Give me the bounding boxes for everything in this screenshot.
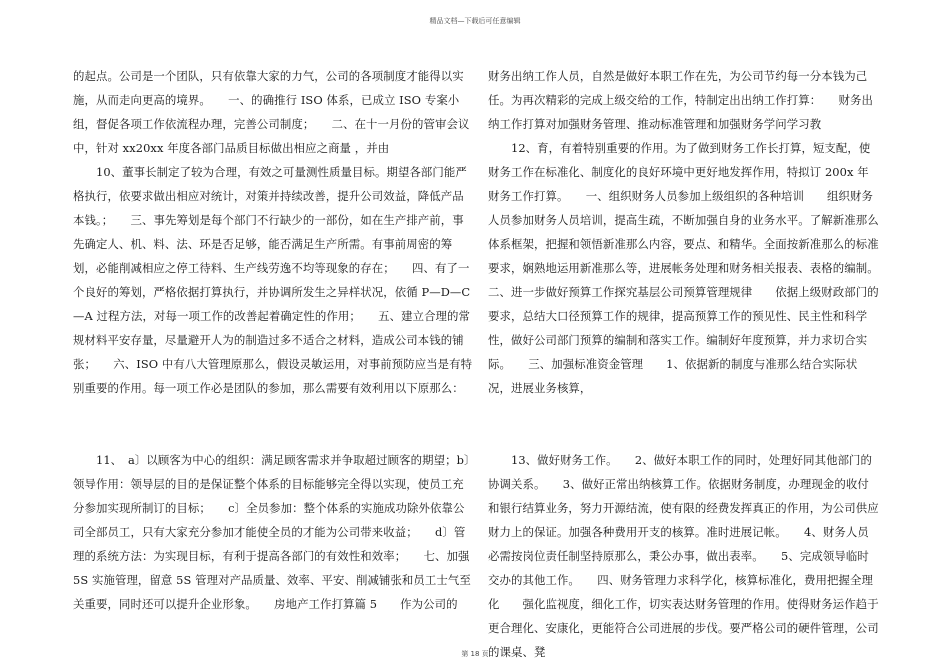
left-paragraph-1: 的起点。公司是一个团队，只有依靠大家的力气，公司的各项制度才能得以实施，从而走向更高的境界。 一、的确推行 ISO 体系，已成立 ISO 专案小组，督促各项工作依流程办理，完善公司制度； 二、在十一月份的管审会议中，针对 xx20xx 年度各部门品质目标做出相应之商量 ，并由 — [73, 69, 470, 155]
page-header: 精品文档—下载后可任意编辑 — [429, 17, 521, 25]
right-paragraph-2: 12、育，有着特别重要的作用。为了做到财务工作长打算，短支配，使财务工作在标准化、制度化的良好环境中更好地发挥作用，特拟订 200x 年财务工作打算。 一、组织财务人员参加上级组织的各种培训 组织财务人员参加财务人员培训，提高生疏，不断加强自身的业务水平。了解新准那么体系框架，把握和领悟新准那么内容，要点、和精华。全面按新准那么的标准要求，娴熟地运用新准那么等，进展帐务处理和财务相关报表、表格的编制。 二、进一步做好预算工作探究基层公司预算管理规律 依据上级财政部门的要求，总结大口径预算工作的规律，提高预算工作的预见性、民主性和科学性，做好公司部门预算的编制和落实工作。编制好年度预算，并力求切合实际。 三、加强标准资金管理 1、依据新的制度与准那么结合实际状况，进展业务核算， — [488, 141, 896, 395]
left-paragraph-2: 10、董事长制定了较为合理，有效之可量测性质量目标。期望各部门能严格执行，依要求做出相应对统计，对策并持续改善，提升公司效益，降低产品本钱。； 三、事先筹划是每个部门不行缺少的一部份，如在生产排产前，事先确定人、机、料、法、环是否足够，能否满足生产所需。有事前周密的筹划，必能削减相应之停工待料、生产线劳逸不均等现象的存在； 四、有了一个良好的筹划，严格依据打算执行，并协调所发生之异样状况，依循 P—D—C—A 过程方法，对每一项工作的改善起着确定性的作用； 五、建立合理的常规材料平安存量，尽量避开人为的制造过多不适合之材料，造成公司本钱的铺张； 六、ISO 中有八大管理原那么，假设灵敏运用，对事前预防应当是有特别重要的作用。每一项工作必是团队的参加，那么需要有效利用以下原那么： — [73, 165, 473, 395]
paragraph-spacer — [488, 400, 880, 448]
left-column — [73, 64, 473, 616]
right-column — [488, 64, 896, 664]
left-paragraph-3: 11、 a〕以顾客为中心的组织：满足顾客需求并争取超过顾客的期望；b〕领导作用：领导层的目的是保证整个体系的目标能够完全得以实现，使员工充分参加实现所制订的目标； c〕全员参加：整个体系的实施成功除外依靠公司全部员工，只有大家充分参加才能使全员的才能为公司带来收益； d〕管理的系统方法：为实现目标，有利于提高各部门的有效性和效率； 七、加强 5S 实施管理，留意 5S 管理对产品质量、效率、平安、削减铺张和员工士气至关重要，同时还可以提升企业形象。 房地产工作打算篇 5 作为公司的 — [73, 453, 471, 611]
paragraph-spacer — [73, 400, 473, 448]
page-number: 第 18 页 — [461, 650, 489, 658]
right-paragraph-3: 13、做好财务工作。 2、做好本职工作的同时，处理好同其他部门的协调关系。 3、做好正常出纳核算工作。依据财务制度，办理现金的收付和银行结算业务，努力开源结流，使有限的经费发挥真正的作用，为公司供应财力上的保证。加强各种费用开支的核算。准时进展记帐。 4、财务人员必需按岗位责任制坚持原那么，秉公办事，做出表率。 5、完成领导临时交办的其他工作。 四、财务管理力求科学化，核算标准化，费用把握全理化 强化监视度，细化工作，切实表达财务管理的作用。使得财务运作趋于更合理化、安康化，更能符合公司进展的步伐。要严格公司的硬件管理，公司的课桌、凳 — [488, 453, 879, 659]
right-paragraph-1: 财务出纳工作人员，自然是做好本职工作在先，为公司节约每一分本钱为己任。为再次精彩的完成上级交给的工作，特制定出出纳工作打算： 财务出纳工作打算对加强财务管理、推动标准管理和加强财务学问学习教 — [488, 69, 873, 131]
